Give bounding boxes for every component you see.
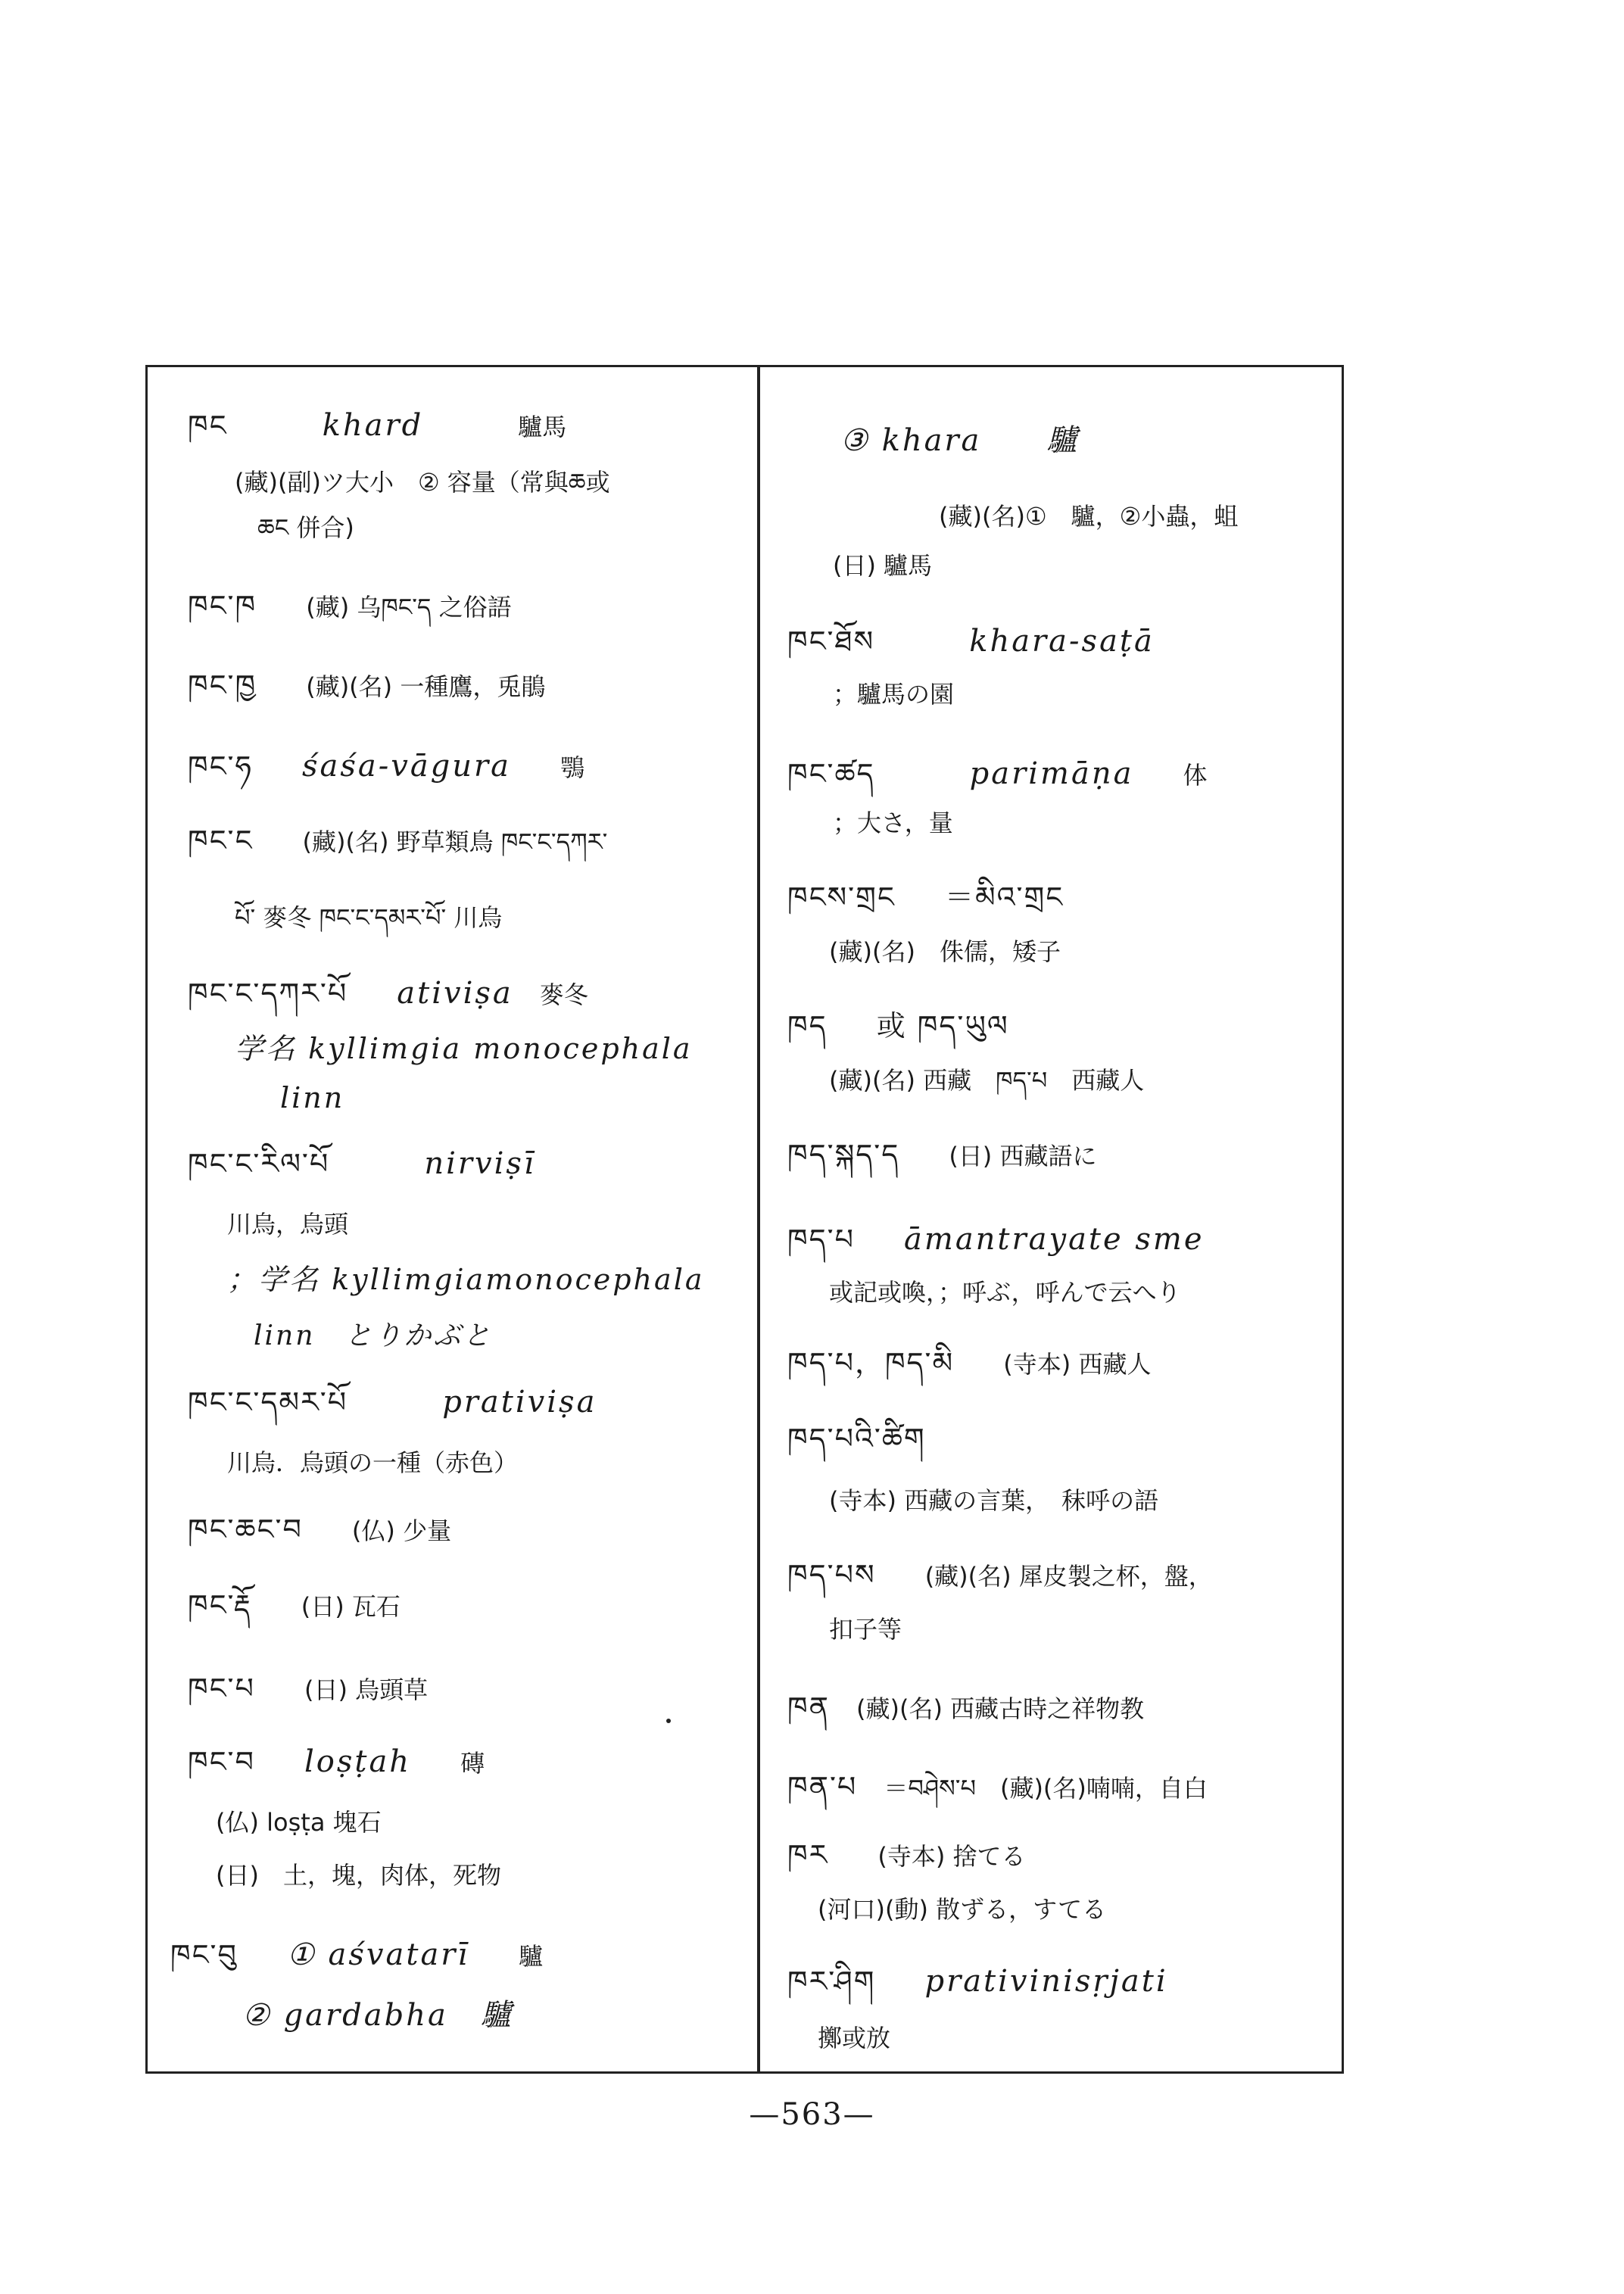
right-entry-13: ཁད་པ āmantrayate sme bbox=[787, 1222, 1205, 1257]
left-entry-25: ② gardabha 驢 bbox=[242, 1998, 513, 2033]
left-entry-2: (藏)(副)ツ大小 ② 容量（常與ཆ或 bbox=[235, 468, 610, 497]
column-divider bbox=[757, 366, 760, 2072]
right-entry-5: ；驢馬の園 bbox=[833, 680, 955, 709]
right-entry-1: ③ khara 驢 bbox=[840, 423, 1080, 458]
page-number: —563— bbox=[749, 2097, 875, 2132]
left-entry-11: linn bbox=[280, 1081, 345, 1114]
left-entry-6: ཁང་ཧ śaśa-vāgura 鶚 bbox=[188, 749, 585, 784]
left-entry-5: ཁང་ཁྱ (藏)(名) 一種鷹，兎鵑 bbox=[188, 669, 546, 702]
left-entry-19: ཁང་རྡོ (日) 瓦石 bbox=[188, 1588, 401, 1622]
left-entry-20: ཁང་པ (日) 烏頭草 bbox=[188, 1672, 429, 1705]
right-entry-4: ཁང་ཐོས khara-saṭā bbox=[787, 624, 1155, 659]
right-entry-19: 扣子等 bbox=[829, 1615, 902, 1644]
right-entry-3: (日) 驢馬 bbox=[833, 551, 933, 580]
left-entry-1: ཁང khard 驢馬 bbox=[188, 408, 567, 443]
left-entry-4: ཁང་ཁ (藏) 乌ཁང་ད 之俗語 bbox=[188, 589, 512, 622]
right-entry-11: (藏)(名) 西藏 ཁད་པ 西藏人 bbox=[829, 1066, 1145, 1095]
right-entry-7: ；大さ，量 bbox=[833, 809, 953, 837]
left-entry-16: ཁང་ང་དམར་པོ prativiṣa bbox=[188, 1385, 597, 1420]
left-entry-24: ཁང་བུ ① aśvatarī 驢 bbox=[170, 1937, 544, 1972]
right-entry-24: ཁར་ཤིག prativinisṛjati bbox=[787, 1964, 1168, 1999]
left-entry-23: (日) 土，塊，肉体，死物 bbox=[216, 1861, 501, 1890]
right-entry-16: ཁད་པའི་ཚིག bbox=[787, 1422, 926, 1455]
left-entry-18: ཁང་ཆང་བ (仏) 少量 bbox=[188, 1513, 452, 1546]
left-entry-13: 川烏，烏頭 bbox=[227, 1210, 349, 1239]
left-entry-14: ；学名 kyllimgiamonocephala bbox=[227, 1263, 705, 1296]
left-entry-15: linn とりかぶと bbox=[254, 1320, 493, 1351]
left-entry-22: (仏) loṣṭa 塊石 bbox=[216, 1808, 382, 1837]
right-entry-25: 擲或放 bbox=[818, 2024, 891, 2052]
right-entry-10: ཁད 或 ཁད་ཡུལ bbox=[787, 1009, 1009, 1043]
ink-dot bbox=[666, 1719, 671, 1723]
right-entry-18: ཁད་པས (藏)(名) 犀皮製之杯，盤， bbox=[787, 1558, 1213, 1591]
right-entry-15: ཁད་པ，ཁད་མི (寺本) 西藏人 bbox=[787, 1346, 1152, 1379]
left-entry-8: པོ་ 麥冬 ཁང་ང་དམར་པོ་ 川烏 bbox=[235, 903, 503, 932]
right-entry-9: (藏)(名) 侏儒，矮子 bbox=[829, 937, 1061, 966]
right-entry-20: ཁན (藏)(名) 西藏古時之祥物教 bbox=[787, 1691, 1145, 1724]
right-entry-8: ཁངས་གྲང ＝མིའ་གྲང bbox=[787, 881, 1064, 914]
right-entry-21: ཁན་པ ＝བཤེས་པ (藏)(名)喃喃，自白 bbox=[787, 1770, 1208, 1803]
left-entry-21: ཁང་བ loṣṭah 磚 bbox=[188, 1744, 485, 1779]
right-entry-12: ཁད་སྐད་ད (日) 西藏語に bbox=[787, 1138, 1097, 1171]
left-entry-17: 川烏．烏頭の一種（赤色） bbox=[227, 1448, 519, 1477]
left-entry-9: ཁང་ང་དཀར་པོ ativiṣa 麥冬 bbox=[188, 976, 588, 1011]
right-entry-22: ཁར (寺本) 捨てる bbox=[787, 1838, 1026, 1872]
left-entry-12: ཁང་ང་རིལ་པོ nirviṣī bbox=[188, 1146, 536, 1181]
right-entry-6: ཁང་ཚད parimāṇa 体 bbox=[787, 756, 1208, 791]
left-entry-3: ཆང 併合) bbox=[257, 513, 354, 542]
left-entry-7: ཁང་ང (藏)(名) 野草類鳥 ཁང་ང་དཀར་ bbox=[188, 824, 608, 857]
right-entry-14: 或記或喚，；呼ぶ，呼んで云へり bbox=[829, 1278, 1181, 1307]
right-entry-23: (河口)(動) 散ずる，すてる bbox=[818, 1895, 1107, 1924]
left-entry-10: 学名 kyllimgia monocephala bbox=[235, 1032, 693, 1065]
right-entry-17: (寺本) 西藏の言葉， 秣呼の語 bbox=[829, 1486, 1159, 1515]
right-entry-2: (藏)(名)① 驢，②小蟲，蛆 bbox=[939, 502, 1239, 531]
